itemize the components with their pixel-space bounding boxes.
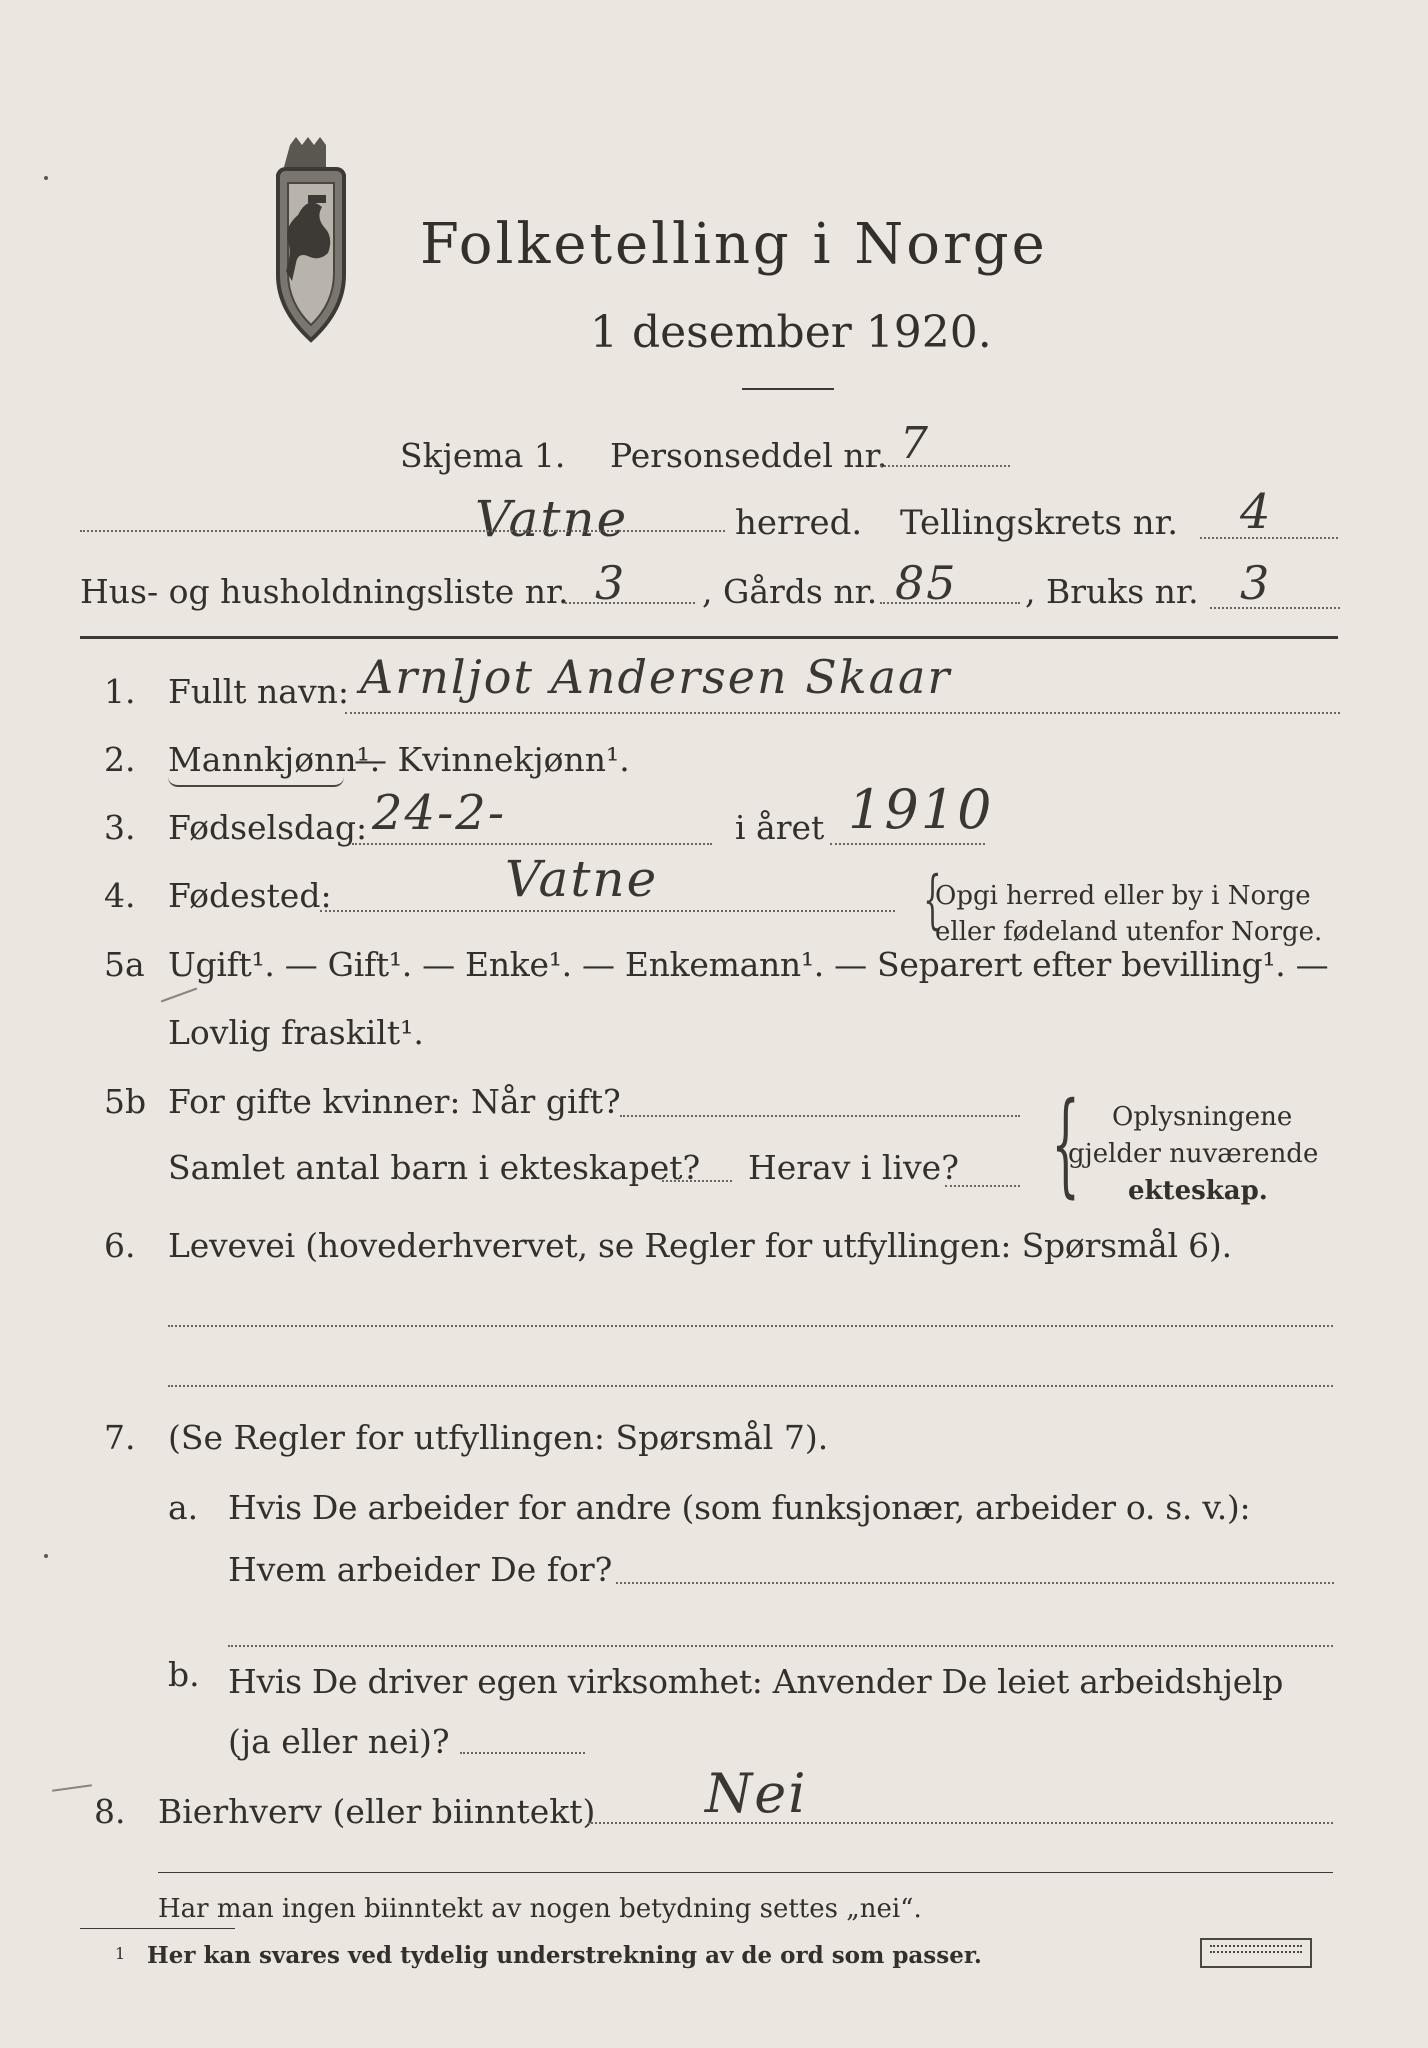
q3-label: Fødselsdag: bbox=[168, 808, 368, 847]
q7a-employer-line bbox=[616, 1582, 1334, 1584]
q7a-line2: Hvem arbeider De for? bbox=[228, 1550, 613, 1589]
q3-year-label: i året bbox=[735, 808, 825, 847]
header-rule bbox=[80, 636, 1338, 639]
footnote-rule bbox=[80, 1928, 235, 1929]
personseddel-value: 7 bbox=[900, 418, 930, 469]
q5a-marital-options: Ugift¹. — Gift¹. — Enke¹. — Enkemann¹. — Separert efter bevilling¹. — bbox=[168, 945, 1329, 984]
q8-pen-mark bbox=[52, 1784, 92, 1792]
q7b-line2: (ja eller nei)? bbox=[228, 1722, 450, 1761]
q8-value: Nei bbox=[705, 1762, 808, 1825]
q7b-line bbox=[460, 1752, 585, 1754]
q2-number: 2. bbox=[104, 740, 136, 779]
gards-value: 85 bbox=[895, 556, 958, 610]
q5b-alive-label: Herav i live? bbox=[748, 1148, 959, 1187]
herred-line bbox=[80, 530, 725, 532]
q5b-note-line2: gjelder nuværende bbox=[1068, 1139, 1319, 1169]
q6-line1 bbox=[168, 1325, 1333, 1327]
q4-brace: { bbox=[923, 863, 942, 937]
q5a-divorced-option: Lovlig fraskilt¹. bbox=[168, 1013, 424, 1052]
q5b-married-when-label: For gifte kvinner: Når gift? bbox=[168, 1082, 621, 1121]
q3-number: 3. bbox=[104, 808, 136, 847]
q8-number: 8. bbox=[94, 1792, 126, 1831]
q5a-number: 5a bbox=[104, 945, 145, 984]
q7-number: 7. bbox=[104, 1418, 136, 1457]
census-date: 1 desember 1920. bbox=[590, 307, 992, 358]
q3-year-line bbox=[830, 843, 985, 845]
bruks-label: , Bruks nr. bbox=[1025, 572, 1199, 611]
q1-full-name-value: Arnljot Andersen Skaar bbox=[360, 650, 952, 704]
q7a-extra-line bbox=[228, 1645, 1333, 1647]
bruks-line bbox=[1210, 607, 1340, 609]
q6-line2 bbox=[168, 1385, 1333, 1387]
paper-mark bbox=[44, 176, 48, 180]
schema-label: Skjema 1. bbox=[400, 436, 566, 475]
q4-note-line1: Opgi herred eller by i Norge bbox=[935, 881, 1311, 911]
q3-year-value: 1910 bbox=[848, 778, 994, 841]
q5b-number: 5b bbox=[104, 1082, 147, 1121]
coat-of-arms-icon bbox=[250, 135, 360, 350]
q4-line bbox=[320, 910, 895, 912]
tellingskrets-label: Tellingskrets nr. bbox=[900, 503, 1179, 543]
footer-rule bbox=[158, 1872, 1333, 1873]
q7a-line1: Hvis De arbeider for andre (som funksjonær, arbeider o. s. v.): bbox=[228, 1488, 1251, 1527]
tellingskrets-value: 4 bbox=[1240, 484, 1273, 540]
q3-line bbox=[352, 843, 712, 845]
q5a-pen-mark bbox=[161, 988, 197, 1003]
q4-birthplace-value: Vatne bbox=[505, 850, 659, 908]
bruks-value: 3 bbox=[1240, 556, 1272, 610]
q5b-note-line3: ekteskap. bbox=[1128, 1176, 1268, 1206]
paper-mark bbox=[44, 1554, 48, 1558]
q8-label: Bierhverv (eller biinntekt) bbox=[158, 1792, 596, 1831]
page-title: Folketelling i Norge bbox=[420, 212, 1048, 277]
q4-label: Fødested: bbox=[168, 876, 332, 915]
title-divider bbox=[742, 388, 834, 390]
q7b-letter: b. bbox=[168, 1655, 200, 1694]
q4-number: 4. bbox=[104, 876, 136, 915]
q7-label: (Se Regler for utfyllingen: Spørsmål 7). bbox=[168, 1418, 829, 1457]
q2-male-option: Mannkjønn¹. bbox=[168, 740, 381, 779]
q1-label: Fullt navn: bbox=[168, 672, 349, 711]
herred-label: herred. bbox=[735, 503, 863, 543]
husholdning-value: 3 bbox=[595, 556, 627, 610]
personseddel-label: Personseddel nr. bbox=[610, 436, 888, 475]
husholdning-label: Hus- og husholdningsliste nr. bbox=[80, 572, 569, 611]
personseddel-line bbox=[875, 465, 1010, 467]
q3-birthday-value: 24-2- bbox=[372, 785, 507, 841]
gards-line bbox=[880, 602, 1020, 604]
q5b-alive-line bbox=[945, 1185, 1020, 1187]
herred-value: Vatne bbox=[475, 490, 629, 548]
q5b-married-when-line bbox=[620, 1115, 1020, 1117]
q1-line bbox=[345, 712, 1340, 714]
printer-stamp-icon bbox=[1200, 1938, 1312, 1968]
q4-note-line2: eller fødeland utenfor Norge. bbox=[935, 917, 1323, 947]
q6-label: Levevei (hovederhvervet, se Regler for utfyllingen: Spørsmål 6). bbox=[168, 1226, 1232, 1265]
gards-label: , Gårds nr. bbox=[702, 572, 878, 611]
footnote-text: Her kan svares ved tydelig understrekning av de ord som passer. bbox=[147, 1942, 982, 1969]
q5b-brace: { bbox=[1051, 1079, 1080, 1209]
q1-number: 1. bbox=[104, 672, 136, 711]
q7b-line1: Hvis De driver egen virksomhet: Anvender De leiet arbeidshjelp bbox=[228, 1662, 1284, 1701]
tellingskrets-line bbox=[1200, 537, 1338, 539]
q2-female-option: — Kvinnekjønn¹. bbox=[354, 740, 630, 779]
q5b-note-line1: Oplysningene bbox=[1112, 1102, 1293, 1132]
q6-number: 6. bbox=[104, 1226, 136, 1265]
footer-note: Har man ingen biinntekt av nogen betydning settes „nei“. bbox=[158, 1894, 922, 1924]
q5b-children-label: Samlet antal barn i ekteskapet? bbox=[168, 1148, 701, 1187]
husholdning-line bbox=[565, 602, 695, 604]
footnote-mark: 1 bbox=[115, 1944, 126, 1963]
q5b-children-line bbox=[662, 1180, 732, 1182]
q8-line bbox=[588, 1822, 1333, 1824]
q2-male-underline bbox=[168, 777, 344, 787]
q7a-letter: a. bbox=[168, 1488, 199, 1527]
